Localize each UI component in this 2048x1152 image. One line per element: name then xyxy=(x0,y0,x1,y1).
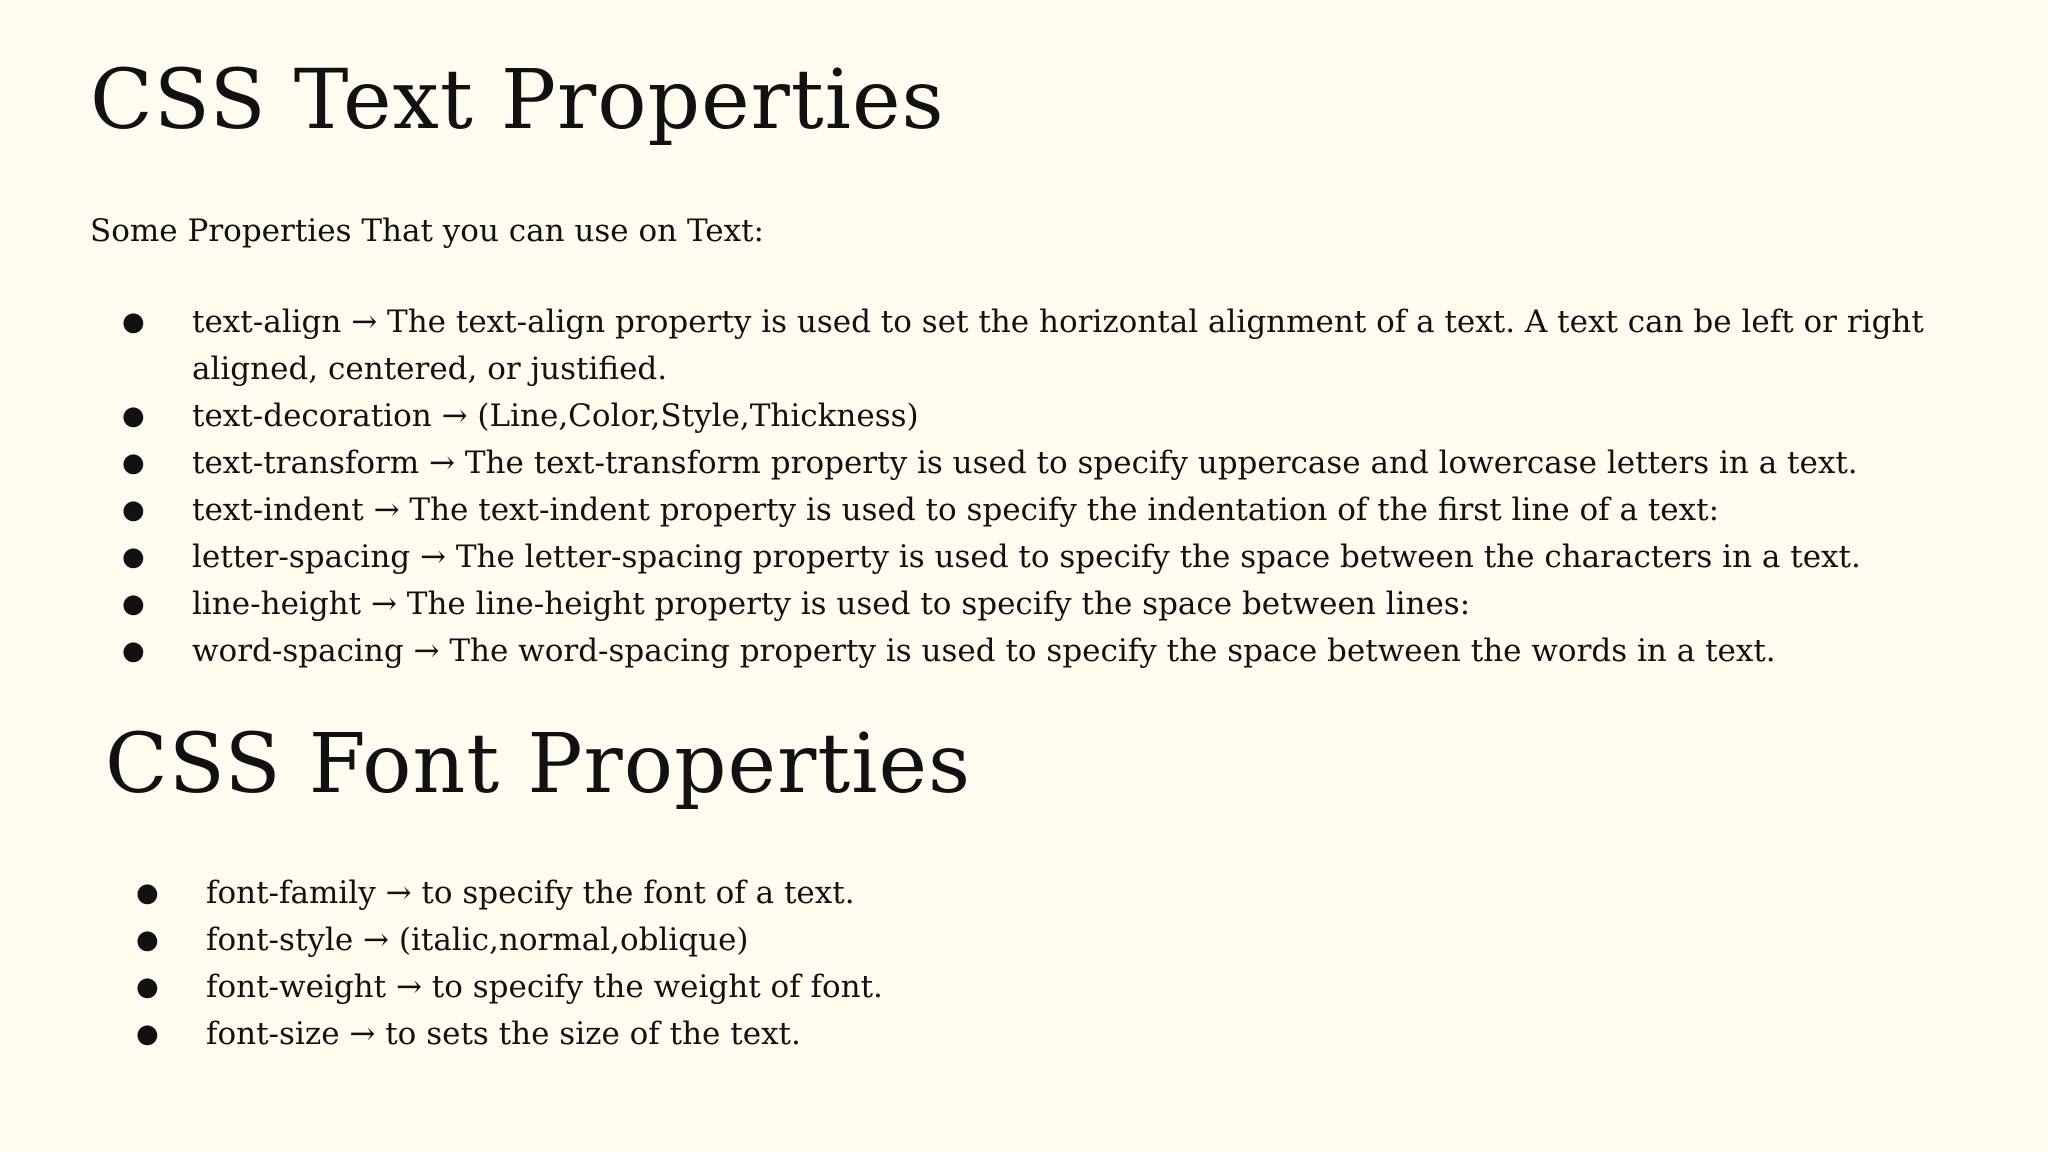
bullet-icon: ● xyxy=(136,972,159,1002)
list-item-font-size xyxy=(136,1011,1406,1058)
list-item-text: font-weight → to specify the weight of font. xyxy=(206,969,883,1005)
list-item-text: letter-spacing → The letter-spacing property is used to specify the space between the characters in a text. xyxy=(192,539,1861,575)
list-item-text: font-size → to sets the size of the text. xyxy=(206,1016,801,1052)
list-item-text: text-transform → The text-transform property is used to specify uppercase and lowercase letters in a text. xyxy=(192,445,1858,481)
intro-text: Some Properties That you can use on Text: xyxy=(90,213,764,249)
list-item-letter-spacing xyxy=(122,534,1992,581)
list-item-text: text-decoration → (Line,Color,Style,Thickness) xyxy=(192,398,919,434)
font-properties-list xyxy=(136,870,1406,1058)
list-item-text-transform xyxy=(122,440,1992,487)
bullet-icon: ● xyxy=(122,307,145,337)
list-item-text: font-family → to specify the font of a text. xyxy=(206,875,855,911)
text-properties-list xyxy=(122,299,1992,675)
list-item-font-style xyxy=(136,917,1406,964)
list-item-font-weight xyxy=(136,964,1406,1011)
bullet-icon: ● xyxy=(136,878,159,908)
bullet-icon: ● xyxy=(122,636,145,666)
list-item-font-family xyxy=(136,870,1406,917)
bullet-icon: ● xyxy=(122,495,145,525)
list-item-text: text-align → The text-align property is used to set the horizontal alignment of a text. A text can be left or right aligned, centered, or justified. xyxy=(192,304,1924,387)
list-item-text: font-style → (italic,normal,oblique) xyxy=(206,922,749,958)
bullet-icon: ● xyxy=(122,448,145,478)
bullet-icon: ● xyxy=(122,401,145,431)
bullet-icon: ● xyxy=(122,589,145,619)
list-item-text-align xyxy=(122,299,1992,393)
section-title-font-properties: CSS Font Properties xyxy=(105,717,972,812)
bullet-icon: ● xyxy=(122,542,145,572)
list-item-text: text-indent → The text-indent property is used to specify the indentation of the first line of a text: xyxy=(192,492,1720,528)
list-item-text-decoration xyxy=(122,393,1992,440)
bullet-icon: ● xyxy=(136,1019,159,1049)
list-item-text-indent xyxy=(122,487,1992,534)
bullet-icon: ● xyxy=(136,925,159,955)
page-title-text-properties: CSS Text Properties xyxy=(90,53,945,148)
list-item-line-height xyxy=(122,581,1992,628)
list-item-text: line-height → The line-height property is used to specify the space between lines: xyxy=(192,586,1471,622)
list-item-text: word-spacing → The word-spacing property is used to specify the space between the words in a text. xyxy=(192,633,1776,669)
list-item-word-spacing xyxy=(122,628,1992,675)
